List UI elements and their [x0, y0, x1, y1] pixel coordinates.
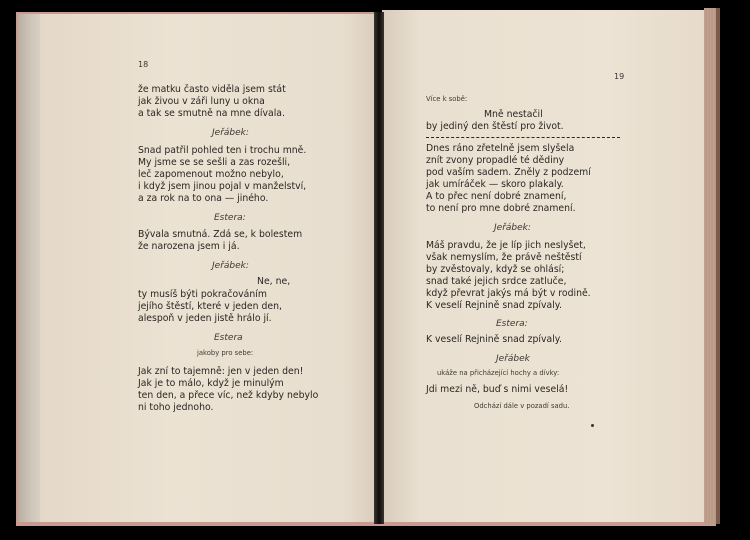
verse-line: leč zapomenout možno nebylo, — [138, 169, 284, 180]
speaker-name: Estera — [214, 333, 243, 343]
verse-line: znít zvony propadlé té dědiny — [426, 155, 565, 166]
verse-line: Máš pravdu, že je líp jich neslyšet, — [426, 240, 586, 251]
verse-line: alespoň v jeden jistě hrálo jí. — [138, 313, 272, 324]
page-number-right: 19 — [614, 72, 625, 81]
verse-line: A to přec není dobré znamení, — [426, 191, 567, 202]
verse-line: Mně nestačil — [484, 109, 543, 120]
verse-line: by zvěstovaly, když se ohlásí; — [426, 264, 565, 275]
verse-line: jak živou v záři luny u okna — [138, 96, 265, 107]
verse-line: Jdi mezi ně, buď s nimi veselá! — [426, 384, 569, 395]
verse-line: pod vaším sadem. Zněly z podzemí — [426, 167, 591, 178]
verse-line: jak umíráček — skoro plakaly. — [426, 179, 564, 190]
verse-line: Snad patřil pohled ten i trochu mně. — [138, 145, 307, 156]
section-divider — [426, 137, 620, 138]
verse-line: Bývala smutná. Zdá se, k bolestem — [138, 229, 303, 240]
stage-direction: ukáže na přicházející hochy a dívky: — [437, 369, 560, 377]
verse-line: ty musíš býti pokračováním — [138, 289, 267, 300]
page-stack-edge — [18, 14, 40, 522]
verse-line: snad také jejich srdce zatluče, — [426, 276, 567, 287]
verse-line: by jediný den štěstí pro život. — [426, 121, 564, 132]
verse-line: jejího štěstí, které v jeden den, — [138, 301, 282, 312]
verse-line: ni toho jednoho. — [138, 402, 214, 413]
fore-edge-shadow — [716, 8, 720, 524]
verse-line: a tak se smutně na mne dívala. — [138, 108, 285, 119]
verse-line: Ne, ne, — [257, 276, 291, 287]
speaker-name: Estera: — [214, 213, 246, 223]
book-spine — [374, 12, 384, 524]
verse-line: a za rok na to ona — jiného. — [138, 193, 269, 204]
speaker-name: Estera: — [496, 319, 528, 329]
ink-speck — [591, 424, 594, 427]
speaker-name: Jeřábek: — [212, 261, 249, 271]
stage-direction: Odchází dále v pozadí sadu. — [474, 402, 570, 410]
speaker-name: Jeřábek: — [494, 223, 531, 233]
verse-line: to není pro mne dobré znamení. — [426, 203, 576, 214]
verse-line: K veselí Rejnině snad zpívaly. — [426, 300, 562, 311]
verse-line: Jak zní to tajemně: jen v jeden den! — [138, 366, 304, 377]
verse-line: že narozena jsem i já. — [138, 241, 240, 252]
page-number-left: 18 — [138, 60, 149, 69]
verse-line: že matku často viděla jsem stát — [138, 84, 286, 95]
verse-line: Jak je to málo, když je minulým — [138, 378, 284, 389]
verse-line: ten den, a přece víc, než kdyby nebylo — [138, 390, 319, 401]
verse-line: Dnes ráno zřetelně jsem slyšela — [426, 143, 575, 154]
verse-line: když převrat jakýs má být v rodině. — [426, 288, 591, 299]
speaker-name: Jeřábek: — [212, 128, 249, 138]
verse-line: My jsme se se sešli a zas rozešli, — [138, 157, 291, 168]
speaker-name: Jeřábek — [496, 354, 530, 364]
verse-line: však nemyslím, že právě neštěstí — [426, 252, 582, 263]
verse-line: K veselí Rejnině snad zpívaly. — [426, 334, 562, 345]
stage-direction: Více k sobě: — [426, 95, 468, 103]
verse-line: i když jsem jinou pojal v manželství, — [138, 181, 307, 192]
stage-direction: jakoby pro sebe: — [197, 349, 254, 357]
